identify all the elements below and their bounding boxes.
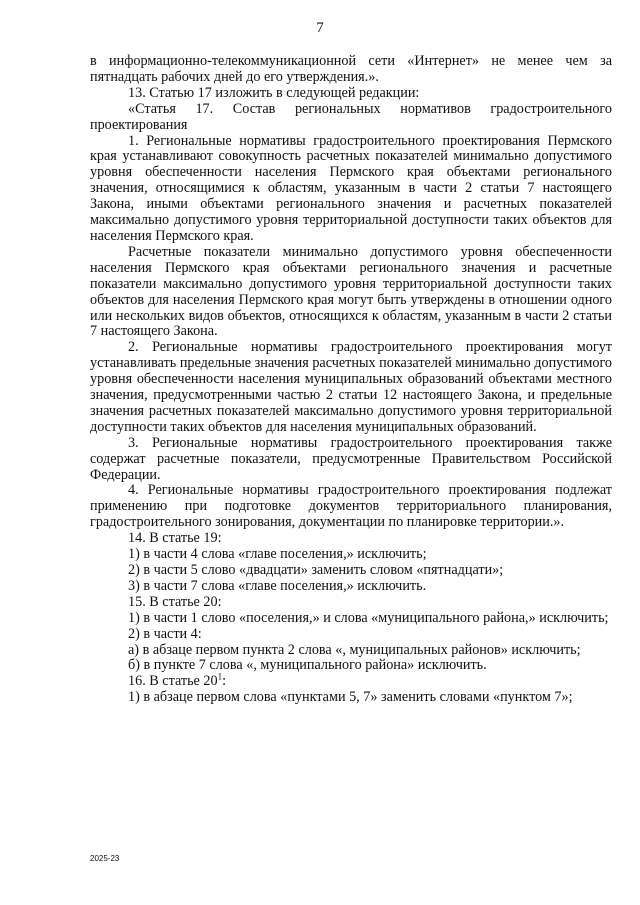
item-16-superscript: 1: [217, 671, 223, 682]
item-14-subitem-2: 2) в части 5 слово «двадцати» заменить словом «пятнадцати»;: [128, 562, 504, 578]
paragraph-continuation: в информационно-телекоммуникационной сети «Интернет» не менее чем за пятнадцать рабочих дней до его утверждения.».: [90, 53, 612, 85]
item-15-subitem-2a: а) в абзаце первом пункта 2 слова «, муниципальных районов» исключить;: [128, 641, 581, 658]
footer-code: 2025-23: [90, 854, 120, 863]
item-14-subitem-1: 1) в части 4 слова «главе поселения,» исключить;: [128, 546, 427, 563]
paragraph-item-16: [90, 671, 612, 690]
item-16-suffix: :: [222, 673, 227, 690]
item-15-subitem-1: 1) в части 1 слово «поселения,» и слова «муниципального района,» исключить;: [128, 609, 609, 626]
paragraph-item-13: 13. Статью 17 изложить в следующей редакции:: [128, 84, 420, 101]
article-17-heading: «Статья 17. Состав региональных нормативов градостроительного проектирования: [90, 100, 612, 133]
document-body: [90, 54, 612, 706]
article-17-part-3: 3. Региональные нормативы градостроительного проектирования также содержат расчетные показатели, предусмотренные Правительством Российской Федерации.: [90, 434, 612, 483]
item-16-prefix: 16. В статье 20: [128, 673, 218, 690]
item-15-subitem-2b: б) в пункте 7 слова «, муниципального района» исключить.: [128, 657, 487, 674]
article-17-part-4: 4. Региональные нормативы градостроительного проектирования подлежат применению при подготовке документов территориального планирования, градостроительного зонирования, документации по планировке территории.».: [90, 482, 612, 531]
item-16-subitem-1: 1) в абзаце первом слова «пунктами 5, 7» заменить словами «пунктом 7»;: [128, 689, 573, 706]
article-17-part-2: 2. Региональные нормативы градостроительного проектирования могут устанавливать предельные значения расчетных показателей минимально допустимого уровня обеспеченности населения муниципальных образований объектами местного значения, предусмотренными частью 2 статьи 12 настоящего Закона, и предельные значения расчетных показателей максимально допустимого уровня территориальной доступности таких объектов для населения муниципальных образований.: [90, 339, 612, 435]
item-14-subitem-3: 3) в части 7 слова «главе поселения,» исключить.: [128, 577, 427, 594]
paragraph-item-14: 14. В статье 19:: [128, 530, 222, 547]
item-15-subitem-2: 2) в части 4:: [128, 625, 202, 642]
paragraph-item-15: 15. В статье 20:: [128, 593, 222, 610]
page-number: 7: [316, 20, 324, 36]
article-17-part-1-paragraph-2: Расчетные показатели минимально допустимого уровня обеспеченности населения Пермского края объектами регионального значения и расчетные показатели максимально допустимого уровня территориальной доступности таких объектов для населения Пермского края могут быть утверждены в отношении одного или нескольких видов объектов, относящихся к областям, указанным в части 2 статьи 7 настоящего Закона.: [90, 243, 612, 340]
article-17-part-1: 1. Региональные нормативы градостроительного проектирования Пермского края устанавливают совокупность расчетных показателей минимально допустимого уровня обеспеченности населения Пермского края объектами регионального значения, относящимися к областям, указанным в части 2 статьи 7 настоящего Закона, иными объектами регионального значения и расчетных показателей максимально допустимого уровня территориальной доступности таких объектов для населения Пермского края.: [90, 132, 612, 244]
